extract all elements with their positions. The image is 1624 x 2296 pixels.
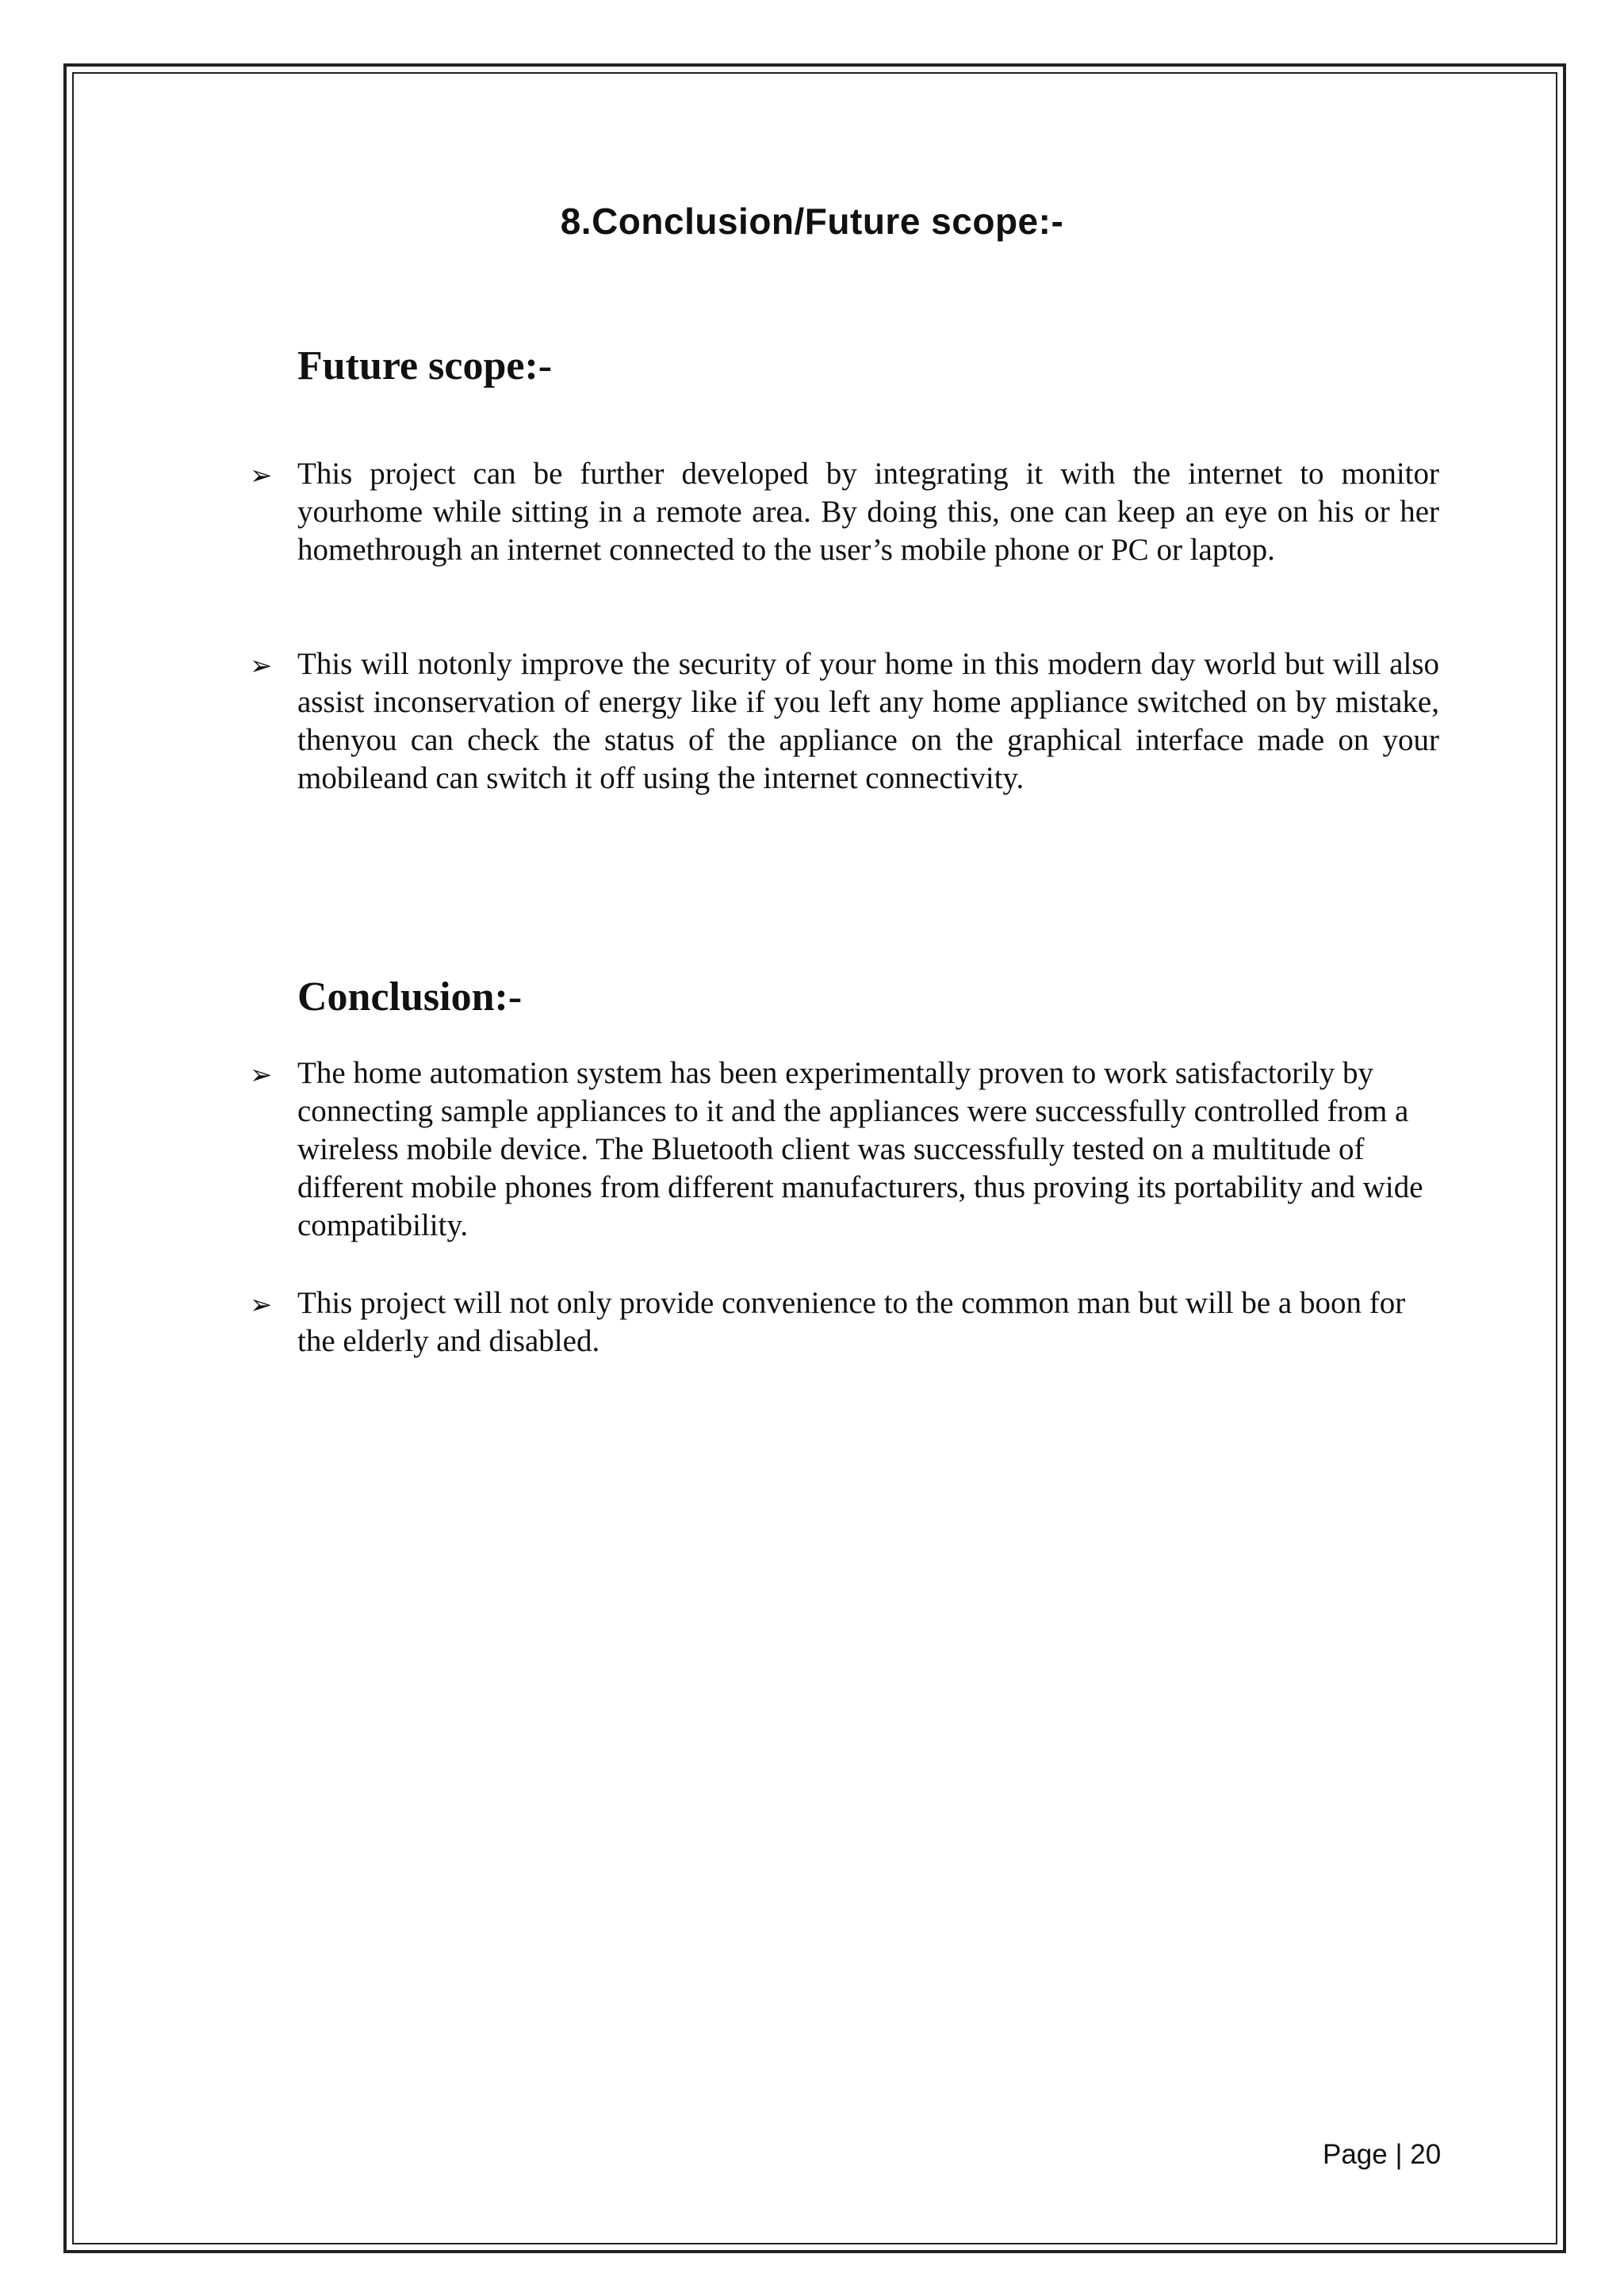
arrow-bullet-icon: ➢ bbox=[250, 1289, 273, 1321]
conclusion-heading: Conclusion:- bbox=[297, 974, 523, 1020]
page-number: Page | 20 bbox=[1323, 2139, 1442, 2170]
conclusion-item bbox=[250, 1054, 1423, 1245]
chapter-title: 8.Conclusion/Future scope:- bbox=[560, 201, 1064, 242]
future-scope-item bbox=[250, 455, 1439, 569]
future-scope-item-text: This will notonly improve the security of your home in this modern day world but will also assist inconservation of energy like if you left any home appliance switched on by mistake, thenyou can check the status of the appliance on the graphical interface made on your mobileand can switch it off using the internet connectivity. bbox=[297, 647, 1439, 795]
future-scope-heading: Future scope:- bbox=[297, 343, 553, 388]
future-scope-item bbox=[250, 645, 1439, 798]
conclusion-item-text: The home automation system has been experimentally proven to work satisfactorily by connecting sample appliances to it and the appliances were successfully controlled from a wireless mobile device. The Bluetooth client was successfully tested on a multitude of different mobile phones from different manufacturers, thus proving its portability and wide compatibility. bbox=[297, 1056, 1423, 1242]
arrow-bullet-icon: ➢ bbox=[250, 460, 273, 492]
arrow-bullet-icon: ➢ bbox=[250, 650, 273, 682]
arrow-bullet-icon: ➢ bbox=[250, 1059, 273, 1091]
conclusion-item bbox=[250, 1284, 1423, 1360]
future-scope-item-text: This project can be further developed by integrating it with the internet to monitor yourhome while sitting in a remote area. By doing this, one can keep an eye on his or her homethrough an internet connected to the user’s mobile phone or PC or laptop. bbox=[297, 457, 1439, 567]
conclusion-item-text: This project will not only provide convenience to the common man but will be a boon for the elderly and disabled. bbox=[297, 1286, 1406, 1358]
